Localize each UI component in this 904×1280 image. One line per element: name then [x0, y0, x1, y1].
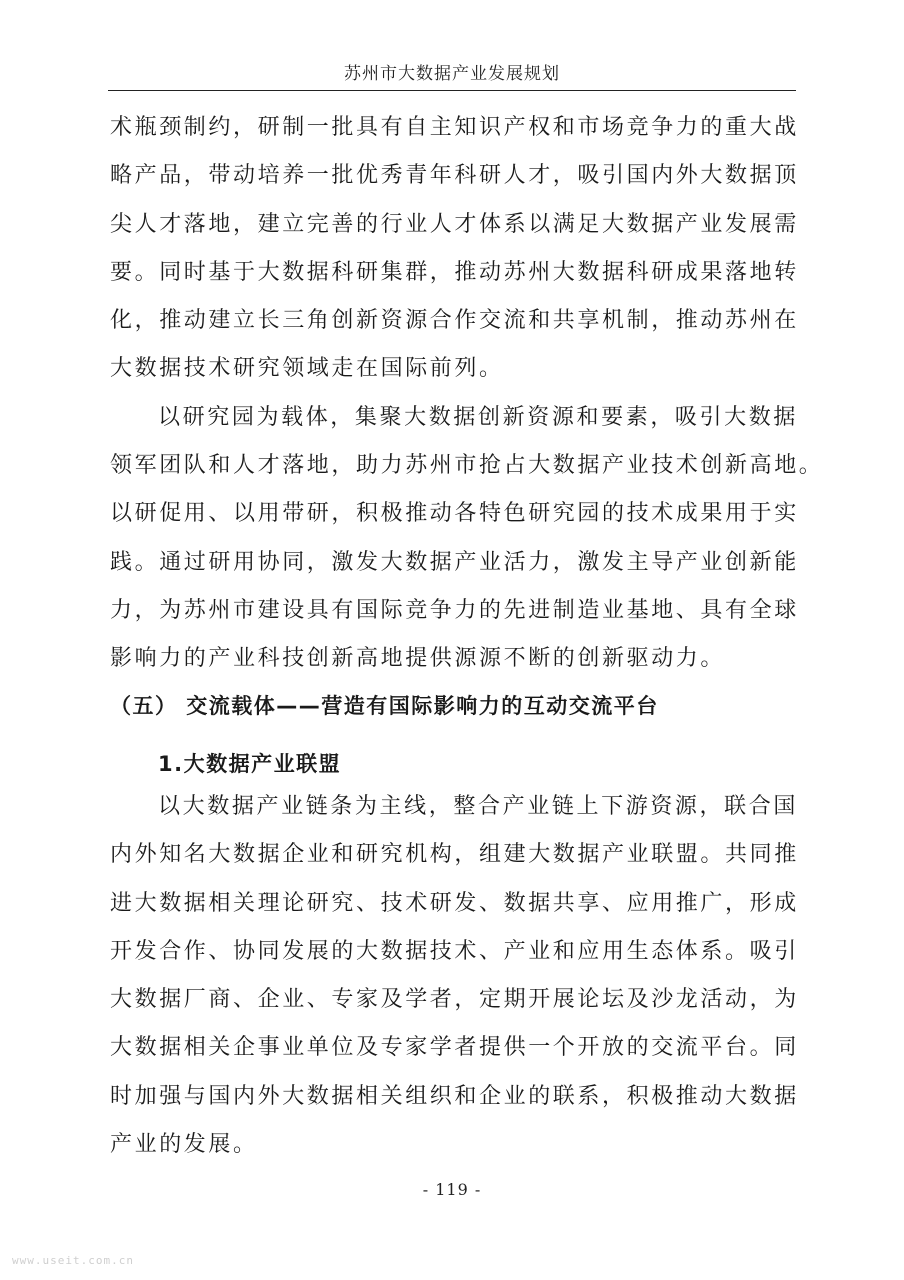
- text-line: 践。通过研用协同，激发大数据产业活力，激发主导产业创新能: [110, 549, 799, 575]
- section-heading: （五） 交流载体——营造有国际影响力的互动交流平台: [110, 694, 659, 718]
- text-line: 略产品，带动培养一批优秀青年科研人才，吸引国内外大数据顶: [110, 163, 799, 189]
- text-line: 大数据技术研究领域走在国际前列。: [110, 356, 504, 382]
- text-line: 大数据相关企事业单位及专家学者提供一个开放的交流平台。同: [110, 1035, 799, 1061]
- text-line: 以研究园为载体，集聚大数据创新资源和要素，吸引大数据: [158, 404, 798, 430]
- text-line: 以大数据产业链条为主线，整合产业链上下游资源，联合国: [158, 794, 798, 819]
- text-line: 领军团队和人才落地，助力苏州市抢占大数据产业技术创新高地。: [110, 453, 824, 479]
- text-line: 术瓶颈制约，研制一批具有自主知识产权和市场竞争力的重大战: [110, 115, 799, 140]
- text-line: 内外知名大数据企业和研究机构，组建大数据产业联盟。共同推: [110, 842, 799, 868]
- text-line: 大数据厂商、企业、专家及学者，定期开展论坛及沙龙活动，为: [110, 987, 799, 1013]
- paragraph-block-1: [110, 104, 824, 684]
- page-number: - 119 -: [422, 1180, 482, 1199]
- text-line: 开发合作、协同发展的大数据技术、产业和应用生态体系。吸引: [110, 938, 799, 964]
- watermark: www.useit.com.cn: [12, 1254, 134, 1267]
- subsection-heading: 1.大数据产业联盟: [158, 752, 342, 776]
- text-line: 尖人才落地，建立完善的行业人才体系以满足大数据产业发展需: [110, 211, 799, 237]
- text-line: 以研促用、以用带研，积极推动各特色研究园的技术成果用于实: [110, 501, 799, 527]
- text-line: 力，为苏州市建设具有国际竞争力的先进制造业基地、具有全球: [110, 597, 799, 623]
- text-line: 要。同时基于大数据科研集群，推动苏州大数据科研成果落地转: [110, 259, 799, 285]
- running-header: 苏州市大数据产业发展规划: [108, 60, 796, 91]
- text-line: 影响力的产业科技创新高地提供源源不断的创新驱动力。: [110, 646, 726, 672]
- paragraph-block-2: [110, 783, 798, 1169]
- text-line: 进大数据相关理论研究、技术研发、数据共享、应用推广，形成: [110, 890, 799, 916]
- text-line: 时加强与国内外大数据相关组织和企业的联系，积极推动大数据: [110, 1083, 799, 1109]
- text-line: 产业的发展。: [110, 1132, 258, 1158]
- text-line: 化，推动建立长三角创新资源合作交流和共享机制，推动苏州在: [110, 308, 799, 334]
